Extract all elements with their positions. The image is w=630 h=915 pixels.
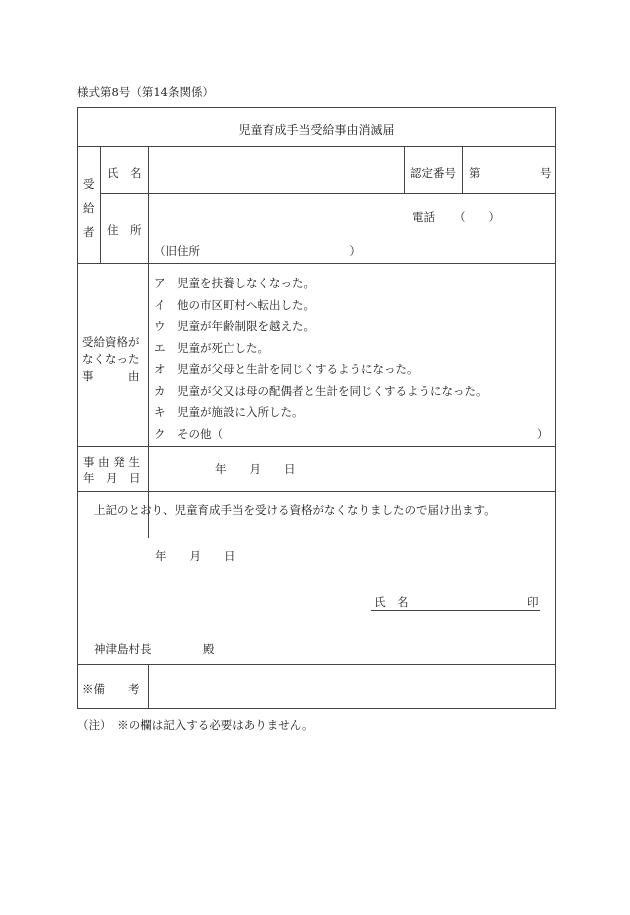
name-field[interactable] [150, 148, 402, 192]
form-number: 様式第8号（第14条関係） [77, 85, 214, 99]
reason-other-close-paren: ） [537, 427, 549, 441]
occurrence-label-2: 年 月 日 [83, 471, 141, 485]
reason-label-1: 受給資格が [82, 335, 140, 349]
honorific: 殿 [203, 642, 215, 656]
notification-form [77, 107, 556, 709]
divider [462, 146, 463, 193]
divider [78, 664, 555, 665]
recipient-label-1: 受 [83, 177, 95, 191]
occurrence-date[interactable]: 年 月 日 [215, 462, 296, 476]
divider [100, 193, 555, 194]
divider [78, 146, 555, 147]
phone-label: 電話 [412, 210, 435, 224]
declaration-text: 上記のとおり、児童育成手当を受ける資格がなくなりましたので届け出ます。 [94, 503, 496, 517]
cert-number-prefix: 第 [469, 166, 481, 180]
divider [78, 263, 555, 264]
declaration-date[interactable]: 年 月 日 [155, 549, 236, 563]
name-label: 氏 名 [107, 166, 142, 180]
address-field[interactable] [150, 195, 553, 261]
reason-item-ku[interactable]: ク その他（ [154, 427, 223, 441]
reason-item-a[interactable]: ア 児童を扶養しなくなった。 [154, 276, 315, 290]
reason-other-field[interactable] [224, 422, 534, 442]
addressee: 神津島村長 [94, 642, 152, 656]
divider [78, 491, 555, 492]
reason-item-ka[interactable]: カ 児童が父又は母の配偶者と生計を同じくするようになった。 [154, 384, 488, 398]
divider [148, 146, 149, 538]
signature-underline [371, 610, 540, 611]
former-address: （旧住所 ） [154, 244, 361, 258]
recipient-label-3: 者 [83, 225, 95, 239]
reason-item-i[interactable]: イ 他の市区町村へ転出した。 [154, 298, 315, 312]
reason-label-2: なくなった [82, 352, 140, 366]
cert-number-field[interactable] [482, 148, 536, 192]
remarks-field[interactable] [150, 666, 553, 708]
divider [100, 146, 101, 263]
cert-number-suffix: 号 [540, 166, 552, 180]
reason-label-3: 事 由 [82, 369, 140, 383]
address-label: 住 所 [107, 223, 142, 237]
reason-item-o[interactable]: オ 児童が父母と生計を同じくするようになった。 [154, 362, 419, 376]
divider [148, 664, 149, 709]
signature-name-label: 氏 名 [374, 595, 409, 609]
occurrence-label-1: 事 由 発 生 [83, 455, 140, 469]
recipient-label-2: 給 [83, 201, 95, 215]
reason-item-e[interactable]: エ 児童が死亡した。 [154, 341, 269, 355]
phone-paren: （ ） [454, 210, 500, 224]
signature-field[interactable] [414, 590, 522, 610]
seal-mark: 印 [527, 595, 539, 609]
form-title: 児童育成手当受給事由消滅届 [238, 123, 395, 137]
cert-number-label: 認定番号 [410, 166, 456, 180]
divider [404, 146, 405, 193]
remarks-label: ※備 考 [82, 682, 140, 696]
reason-item-ki[interactable]: キ 児童が施設に入所した。 [154, 405, 304, 419]
footnote: （注） ※の欄は記入する必要はありません。 [77, 718, 314, 732]
reason-item-u[interactable]: ウ 児童が年齢制限を越えた。 [154, 319, 315, 333]
divider [78, 446, 555, 447]
